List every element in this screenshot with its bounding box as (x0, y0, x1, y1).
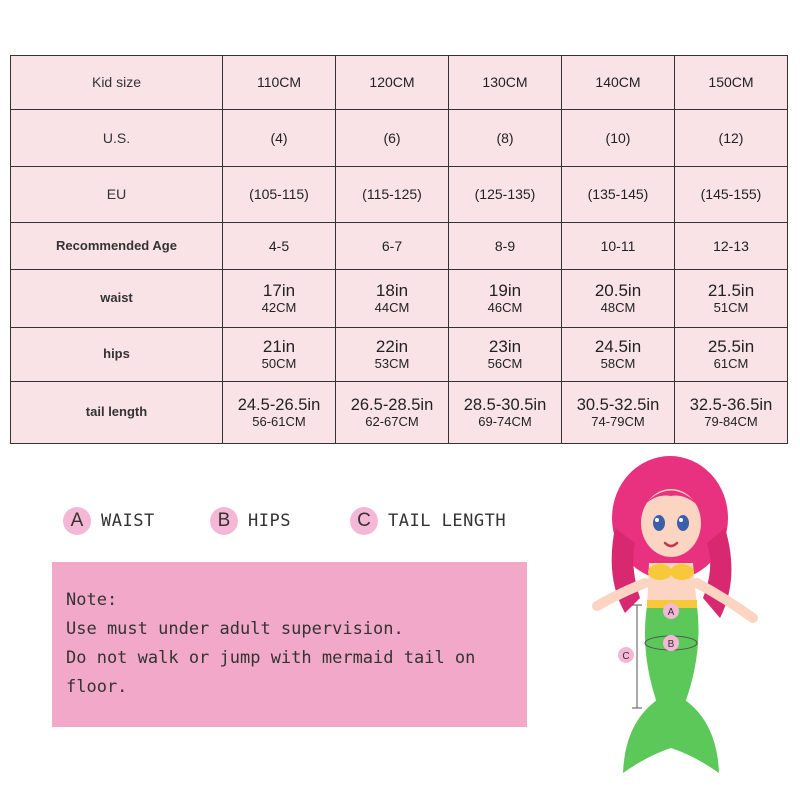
marker-a (663, 603, 679, 619)
tail-cm: 79-84CM (704, 413, 758, 429)
cell-eu: (135-145) (562, 167, 675, 223)
cell-age: 10-11 (562, 223, 675, 270)
note-line: Use must under adult supervision. (66, 619, 404, 639)
table-row-tail-length (11, 382, 788, 444)
svg-text:B: B (667, 639, 675, 650)
cell-us: (6) (336, 110, 449, 167)
cell-eu: (115-125) (336, 167, 449, 223)
waist-inches: 19in (488, 281, 522, 301)
legend-waist (63, 505, 155, 537)
row-label-tail-length: tail length (11, 382, 223, 444)
cell-age: 4-5 (223, 223, 336, 270)
row-label-us: U.S. (11, 110, 223, 167)
cell-hips (675, 328, 788, 382)
cell-eu: (105-115) (223, 167, 336, 223)
row-label-age: Recommended Age (11, 223, 223, 270)
hips-inches: 24.5in (594, 337, 642, 357)
hips-cm: 58CM (600, 355, 636, 371)
size-chart-table (10, 55, 788, 444)
svg-text:A: A (667, 607, 675, 618)
hips-inches: 21in (262, 337, 296, 357)
table-row-us (11, 110, 788, 167)
tail-inches: 32.5-36.5in (689, 395, 773, 414)
waist-cm: 48CM (600, 299, 636, 315)
mermaid-illustration (585, 448, 795, 788)
cell-age: 6-7 (336, 223, 449, 270)
legend-marker-a: A (63, 507, 91, 535)
row-label-eu: EU (11, 167, 223, 223)
waist-cm: 51CM (713, 299, 749, 315)
cell-eu: (125-135) (449, 167, 562, 223)
mermaid-face (641, 489, 701, 557)
cell-hips (449, 328, 562, 382)
cell-age: 12-13 (675, 223, 788, 270)
cell-size-140: 140CM (562, 56, 675, 110)
legend-marker-c: C (350, 507, 378, 535)
cell-age: 8-9 (449, 223, 562, 270)
legend-label-tail-length: TAIL LENGTH (388, 511, 507, 531)
cell-hips (223, 328, 336, 382)
waist-cm: 42CM (261, 299, 297, 315)
note-title: Note: (66, 590, 118, 610)
tail-inches: 28.5-30.5in (463, 395, 547, 414)
hips-inches: 22in (375, 337, 409, 357)
cell-waist (675, 270, 788, 328)
tail-inches: 26.5-28.5in (350, 395, 434, 414)
waist-inches: 18in (375, 281, 409, 301)
cell-tail (449, 382, 562, 444)
cell-tail (675, 382, 788, 444)
waist-cm: 46CM (487, 299, 523, 315)
row-label-waist: waist (11, 270, 223, 328)
row-label-hips: hips (11, 328, 223, 382)
marker-c (618, 647, 634, 663)
cell-tail (223, 382, 336, 444)
hips-inches: 23in (488, 337, 522, 357)
cell-eu: (145-155) (675, 167, 788, 223)
cell-tail (336, 382, 449, 444)
cell-us: (10) (562, 110, 675, 167)
cell-size-120: 120CM (336, 56, 449, 110)
cell-waist (336, 270, 449, 328)
cell-waist (562, 270, 675, 328)
note-line: floor. (66, 677, 128, 697)
hips-cm: 53CM (374, 355, 410, 371)
table-row-eu (11, 167, 788, 223)
hips-cm: 56CM (487, 355, 523, 371)
legend-label-waist: WAIST (101, 511, 155, 531)
tail-cm: 62-67CM (365, 413, 419, 429)
note-line: Do not walk or jump with mermaid tail on (66, 648, 476, 668)
hips-cm: 61CM (713, 355, 749, 371)
legend-hips (210, 505, 291, 537)
cell-size-150: 150CM (675, 56, 788, 110)
table-row-waist (11, 270, 788, 328)
tail-inches: 30.5-32.5in (576, 395, 660, 414)
table-row-age (11, 223, 788, 270)
cell-size-130: 130CM (449, 56, 562, 110)
cell-waist (223, 270, 336, 328)
waist-inches: 17in (262, 281, 296, 301)
legend-label-hips: HIPS (248, 511, 291, 531)
cell-size-110: 110CM (223, 56, 336, 110)
legend-tail-length (350, 505, 506, 537)
table-row-kid-size (11, 56, 788, 110)
tail-cm: 74-79CM (591, 413, 645, 429)
row-label-kid-size: Kid size (11, 56, 223, 110)
legend-marker-b: B (210, 507, 238, 535)
tail-cm: 69-74CM (478, 413, 532, 429)
table-row-hips (11, 328, 788, 382)
cell-us: (4) (223, 110, 336, 167)
cell-hips (562, 328, 675, 382)
tail-cm: 56-61CM (252, 413, 306, 429)
waist-cm: 44CM (374, 299, 410, 315)
svg-text:C: C (622, 651, 630, 662)
tail-inches: 24.5-26.5in (237, 395, 321, 414)
note-box (52, 562, 527, 727)
cell-hips (336, 328, 449, 382)
cell-us: (8) (449, 110, 562, 167)
hips-cm: 50CM (261, 355, 297, 371)
cell-us: (12) (675, 110, 788, 167)
cell-tail (562, 382, 675, 444)
hips-inches: 25.5in (707, 337, 755, 357)
marker-b (663, 635, 679, 651)
cell-waist (449, 270, 562, 328)
waist-inches: 21.5in (707, 281, 755, 301)
waist-inches: 20.5in (594, 281, 642, 301)
